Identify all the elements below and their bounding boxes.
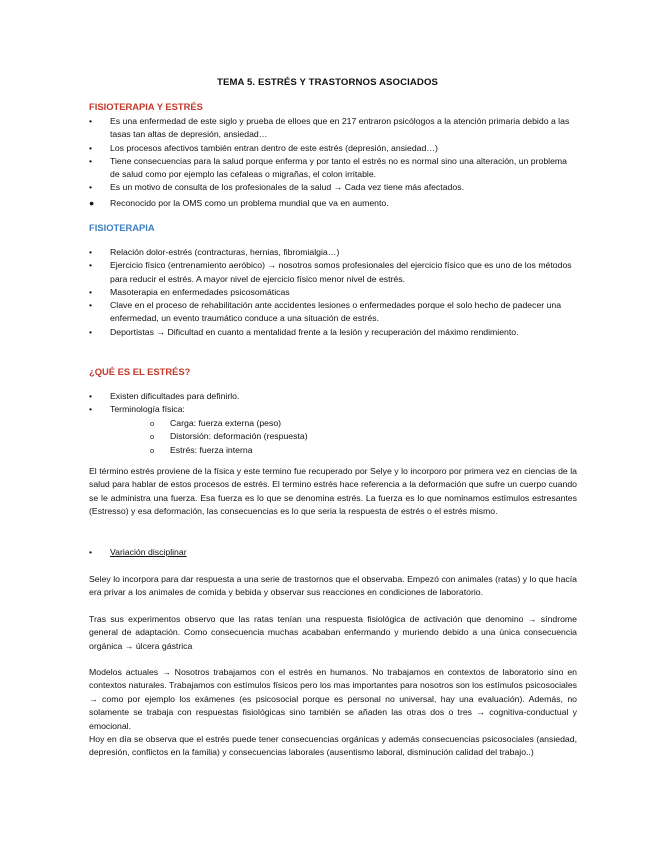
- list-item: • Los procesos afectivos también entran dentro de este estrés (depresión, ansiedad…): [89, 142, 438, 153]
- section3-bullet-list: [89, 390, 577, 417]
- sub-list-item: o Carga: fuerza externa (peso): [150, 418, 282, 428]
- paragraph-modelos-actuales: Modelos actuales → Nosotros trabajamos con el estrés en humanos. No trabajamos en contextos de laboratorio sino en contextos naturales. Trabajamos con estímulos físicos pero los mas importantes para nosotros son los estímulos psicosociales → como por ejemplo los exámenes (es psicosocial porque es personal no universal, hay una evaluación). Además, no solamente se trabaja con respuestas fisiológicas sino también se añaden las otras dos o tres → cognitiva-conductual y emocional.: [89, 667, 577, 731]
- paragraph-hoy-en-dia: Hoy en día se observa que el estrés puede tener consecuencias orgánicas y además consecuencias psicosociales (ansiedad, depresión, conflictos en la familia) y consecuencias laborales (ausentismo laboral, disminución calidad del trabajo..): [89, 734, 577, 758]
- paragraph-seley: Seley lo incorpora para dar respuesta a una serie de trastornos que el observaba. Empezó con animales (ratas) y lo que hacía era privar a los animales de comida y bebida y observar sus reacciones en condiciones de laboratorio.: [89, 574, 577, 598]
- list-item: • Existen dificultades para definirlo.: [89, 391, 240, 401]
- list-item: • Tiene consecuencias para la salud porque enferma y por tanto el estrés no es normal sino una alteración, un problema de salud como por ejemplo las cefaleas o migrañas, el colon irritable.: [89, 155, 568, 180]
- list-item: • Masoterapia en enfermedades psicosomáticas: [89, 286, 290, 297]
- list-item: • Terminología física:: [89, 404, 185, 415]
- paragraph-definition: El término estrés proviene de la física y este termino fue recuperado por Selye y lo incorporo por primera vez en ciencias de la salud para hablar de estos procesos de estrés. El termino estrés hace referencia a la deformación que sufre un cuerpo cuando se le administra una fuerza. Esa fuerza es lo que se denomina estrés. La fuerza es lo que nominamos estímulos estresantes (Estresso) y esa deformación, las consecuencias es lo que seria la respuesta de estrés o el estrés mismo.: [89, 466, 577, 517]
- list-item: • Variación disciplinar: [89, 547, 187, 557]
- section-heading-fisioterapia: FISIOTERAPIA: [89, 222, 155, 233]
- section4-bullet-list: [89, 546, 577, 559]
- list-item: • Relación dolor-estrés (contracturas, hernias, fibromialgia…): [89, 247, 340, 257]
- list-item: ● Reconocido por la OMS como un problema mundial que va en aumento.: [89, 197, 389, 208]
- section-heading-fisioterapia-y-estres: FISIOTERAPIA Y ESTRÉS: [89, 101, 203, 112]
- list-item: • Es una enfermedad de este siglo y prueba de elloes que en 217 entraron psicólogos a la atención primaria debido a las tasas tan altas de depresión, ansiedad…: [89, 116, 570, 140]
- list-item: • Clave en el proceso de rehabilitación ante accidentes lesiones o enfermedades porque el solo hecho de padecer una enfermedad, un evento traumático conduce a una situación de estrés.: [89, 300, 562, 324]
- section-heading-que-es-el-estres: ¿QUÉ ES EL ESTRÉS?: [89, 366, 191, 377]
- section2-bullet-list: [89, 246, 577, 339]
- variacion-disciplinar-heading: Variación disciplinar: [110, 547, 187, 557]
- section3-sub-list: [150, 417, 308, 457]
- list-item: • Es un motivo de consulta de los profesionales de la salud → Cada vez tiene más afectados.: [89, 182, 464, 193]
- sub-list-item: o Distorsión: deformación (respuesta): [150, 431, 308, 442]
- list-item: • Deportistas → Dificultad en cuanto a mentalidad frente a la lesión y recuperación del máximo rendimiento.: [89, 326, 519, 337]
- paragraph-experiments: Tras sus experimentos observo que las ratas tenían una respuesta fisiológica de activación que denomino → síndrome general de adaptación. Como consecuencia muchas acababan enfermando y muriendo debido a una única consecuencia orgánica → úlcera gástrica: [89, 614, 577, 651]
- document-title: TEMA 5. ESTRÉS Y TRASTORNOS ASOCIADOS: [216, 77, 438, 88]
- list-item: • Ejercicio físico (entrenamiento aeróbico) → nosotros somos profesionales del ejercicio físico que es uno de los métodos para reducir el estrés. A mayor nivel de ejercicio físico menor nivel de estrés.: [89, 260, 572, 284]
- sub-list-item: o Estrés: fuerza interna: [150, 444, 253, 455]
- section1-bullet-list: [89, 115, 577, 210]
